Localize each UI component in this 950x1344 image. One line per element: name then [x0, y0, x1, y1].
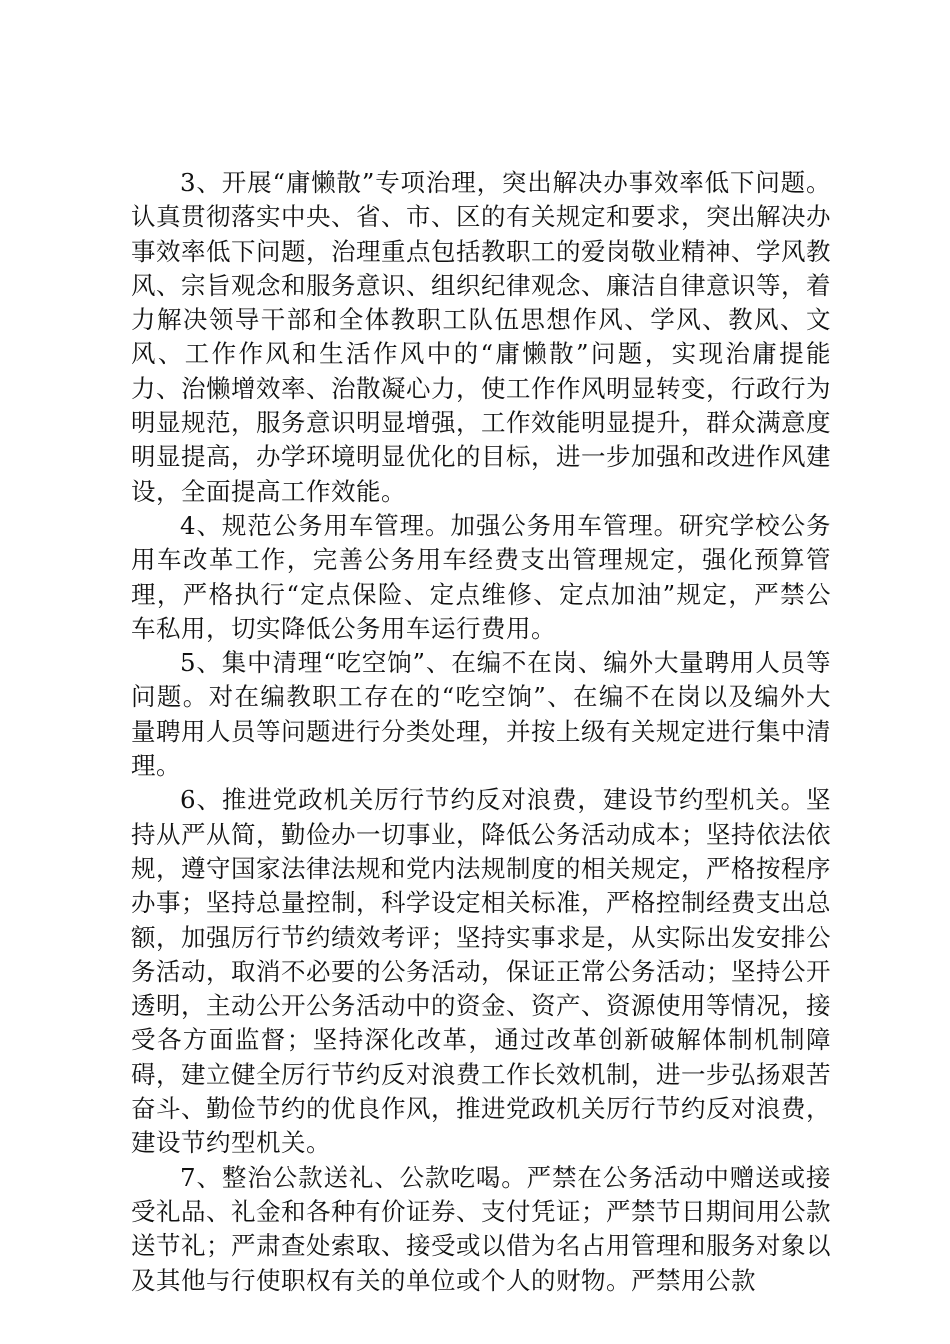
- paragraph-item-6: 6、推进党政机关厉行节约反对浪费，建设节约型机关。坚持从严从简，勤俭办一切事业，降低公务活动成本；坚持依法依规，遵守国家法律法规和党内法规制度的相关规定，严格按程序办事；坚持总量控制，科学设定相关标准，严格控制经费支出总额，加强厉行节约绩效考评；坚持实事求是，从实际出发安排公务活动，取消不必要的公务活动，保证正常公务活动；坚持公开透明，主动公开公务活动中的资金、资产、资源使用等情况，接受各方面监督；坚持深化改革，通过改革创新破解体制机制障碍，建立健全厉行节约反对浪费工作长效机制，进一步弘扬艰苦奋斗、勤俭节约的优良作风，推进党政机关厉行节约反对浪费，建设节约型机关。: [131, 785, 831, 1158]
- paragraph-item-7: 7、整治公款送礼、公款吃喝。严禁在公务活动中赠送或接受礼品、礼金和各种有价证券、支付凭证；严禁节日期间用公款送节礼；严肃查处索取、接受或以借为名占用管理和服务对象以及其他与行使职权有关的单位或个人的财物。严禁用公款: [131, 1162, 831, 1295]
- paragraph-item-5: 5、集中清理“吃空饷”、在编不在岗、编外大量聘用人员等问题。对在编教职工存在的“吃空饷”、在编不在岗以及编外大量聘用人员等问题进行分类处理，并按上级有关规定进行集中清理。: [131, 648, 831, 781]
- document-body: [131, 166, 831, 1298]
- paragraph-item-4: 4、规范公务用车管理。加强公务用车管理。研究学校公务用车改革工作，完善公务用车经费支出管理规定，强化预算管理，严格执行“定点保险、定点维修、定点加油”规定，严禁公车私用，切实降低公务用车运行费用。: [131, 510, 831, 643]
- paragraph-item-3: 3、开展“庸懒散”专项治理，突出解决办事效率低下问题。认真贯彻落实中央、省、市、区的有关规定和要求，突出解决办事效率低下问题，治理重点包括教职工的爱岗敬业精神、学风教风、宗旨观念和服务意识、组织纪律观念、廉洁自律意识等，着力解决领导干部和全体教职工队伍思想作风、学风、教风、文风、工作作风和生活作风中的“庸懒散”问题，实现治庸提能力、治懒增效率、治散凝心力，使工作作风明显转变，行政行为明显规范，服务意识明显增强，工作效能明显提升，群众满意度明显提高，办学环境明显优化的目标，进一步加强和改进作风建设，全面提高工作效能。: [131, 168, 831, 506]
